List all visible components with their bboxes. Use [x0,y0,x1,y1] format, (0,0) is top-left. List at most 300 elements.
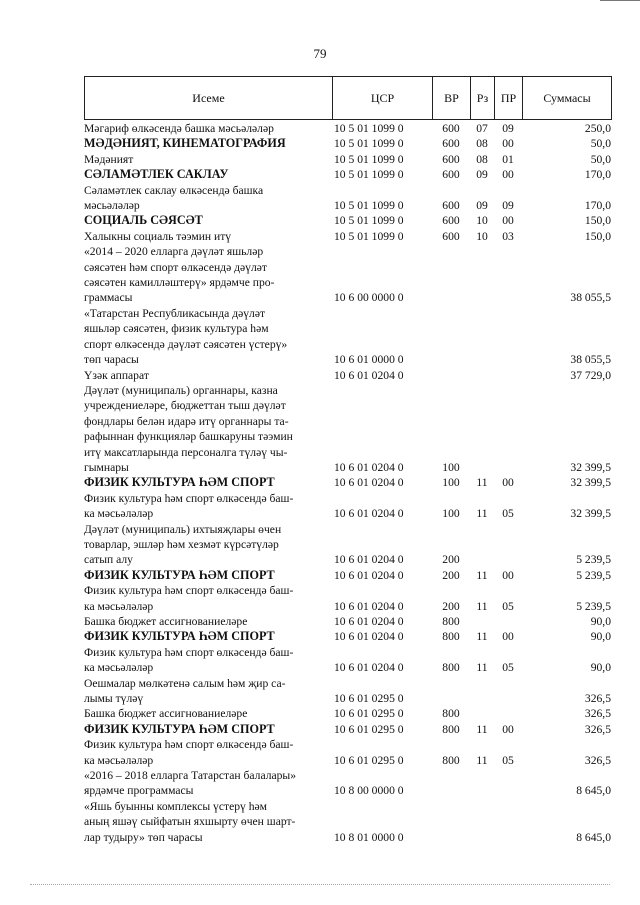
table-row [84,722,614,737]
row-sum-value: 326,5 [584,707,611,721]
row-pr-value: 01 [502,152,514,166]
row-rz [470,706,494,721]
row-csr [332,737,432,768]
row-rz [470,368,494,383]
row-vr-value: 600 [442,122,460,135]
row-sum-value: 326,5 [584,722,611,736]
row-name-line: Оешмалар мөлкәтенә салым һәм җир са- [84,676,286,690]
row-pr [494,614,522,629]
row-vr-value: 600 [442,229,460,243]
row-csr-value: 10 6 01 0204 0 [334,630,404,644]
row-rz [470,306,494,368]
row-name-line: Мәдәният [84,152,134,166]
header-rz: Рз [471,77,495,119]
row-rz [470,229,494,244]
row-csr [332,614,432,629]
row-rz [470,522,494,568]
row-sum-value: 150,0 [584,229,611,243]
row-name [84,522,332,568]
table-row [84,229,614,244]
table-row [84,491,614,522]
row-sum-value: 5 239,5 [576,568,611,582]
row-sum-value: 326,5 [584,753,611,767]
row-name-line: төп чарасы [84,353,139,367]
row-rz [470,383,494,475]
row-vr-value: 200 [442,553,460,567]
row-csr [332,568,432,583]
row-name [84,645,332,676]
row-csr-value: 10 6 01 0204 0 [334,615,404,628]
row-vr-value: 800 [442,630,460,644]
row-vr [432,737,470,768]
row-sum-value: 50,0 [590,152,611,166]
row-rz [470,676,494,707]
table-row [84,383,614,475]
table-row [84,475,614,490]
row-rz-value: 09 [476,168,488,182]
row-csr [332,722,432,737]
row-pr [494,213,522,228]
row-sum [522,737,614,768]
row-rz-value: 08 [476,137,488,151]
row-vr-value: 100 [442,460,460,474]
row-rz [470,614,494,629]
row-vr [432,229,470,244]
row-vr [432,244,470,306]
row-vr [432,583,470,614]
row-vr-value: 600 [442,199,460,213]
row-csr [332,229,432,244]
row-csr [332,183,432,214]
table-row [84,306,614,368]
header-pr: ПР [495,77,523,119]
row-rz [470,583,494,614]
row-csr-value: 10 6 01 0204 0 [334,553,404,567]
row-name [84,136,332,151]
row-vr-value: 100 [442,476,460,490]
row-csr [332,136,432,151]
row-rz [470,645,494,676]
row-rz-value: 11 [476,568,488,582]
row-vr [432,383,470,475]
row-name-line: Башка бюджет ассигнованиеләре [84,707,248,721]
row-pr [494,722,522,737]
row-vr-value: 600 [442,214,460,228]
row-rz [470,737,494,768]
row-pr-value: 09 [502,199,514,213]
row-csr-value: 10 6 01 0204 0 [334,476,404,490]
row-csr [332,475,432,490]
row-csr-value: 10 6 01 0000 0 [334,353,404,367]
row-vr [432,368,470,383]
row-csr-value: 10 6 01 0295 0 [334,692,404,706]
row-rz [470,152,494,167]
row-sum-value: 8 645,0 [576,830,611,844]
row-csr [332,522,432,568]
row-name-line: лар тудыру» төп чарасы [84,830,203,844]
row-name-line: рафыннан функцияләр башкаруны тәэмин [84,430,293,444]
row-sum [522,136,614,151]
row-sum [522,475,614,490]
row-csr [332,368,432,383]
row-name [84,244,332,306]
row-name-line: Физик культура һәм спорт өлкәсендә баш- [84,738,294,752]
row-pr-value: 05 [502,507,514,521]
row-vr [432,799,470,845]
row-vr [432,614,470,629]
row-pr-value: 00 [502,476,514,490]
row-csr-value: 10 8 00 0000 0 [334,784,404,798]
table-row [84,737,614,768]
row-pr [494,706,522,721]
row-sum [522,368,614,383]
row-csr [332,121,432,136]
row-sum-value: 170,0 [584,168,611,182]
row-sum-value: 32 399,5 [570,460,611,474]
row-pr [494,368,522,383]
row-vr [432,136,470,151]
table-row [84,676,614,707]
row-pr [494,645,522,676]
row-pr [494,383,522,475]
row-sum-value: 90,0 [590,661,611,675]
row-name-line: аның яшәү сыйфатын яхшырту өчен шарт- [84,815,296,829]
row-vr [432,722,470,737]
row-pr-value: 05 [502,599,514,613]
row-name-line: фондлары белән идарә итү органнары та- [84,414,289,428]
row-rz [470,799,494,845]
row-name [84,629,332,644]
row-name [84,213,332,228]
row-csr-value: 10 5 01 1099 0 [334,137,404,151]
row-name [84,475,332,490]
row-vr-value: 800 [442,707,460,721]
row-sum [522,183,614,214]
row-name-line: гымнары [84,460,129,474]
row-sum [522,229,614,244]
row-pr [494,167,522,182]
row-sum-value: 170,0 [584,199,611,213]
row-pr [494,183,522,214]
row-rz-value: 07 [476,122,488,135]
row-csr [332,583,432,614]
row-vr-value: 800 [442,615,460,628]
row-sum [522,522,614,568]
row-csr-value: 10 6 01 0204 0 [334,368,404,382]
row-csr-value: 10 6 01 0295 0 [334,722,404,736]
table-row [84,568,614,583]
row-rz-value: 11 [476,630,488,644]
row-name-line: Үзәк аппарат [84,368,149,382]
row-csr [332,629,432,644]
row-vr-value: 600 [442,137,460,151]
row-rz-value: 11 [476,507,488,521]
row-sum [522,768,614,799]
row-rz-value: 11 [476,722,488,736]
table-row [84,768,614,799]
row-vr [432,568,470,583]
row-pr [494,768,522,799]
row-csr [332,645,432,676]
row-csr [332,676,432,707]
header-sum: Суммасы [543,90,591,105]
row-pr [494,522,522,568]
row-sum [522,583,614,614]
row-pr-value: 09 [502,122,514,135]
row-rz [470,491,494,522]
table-row [84,614,614,629]
row-csr-value: 10 5 01 1099 0 [334,199,404,213]
row-name-line: «2016 – 2018 елларга Татарстан балалары» [84,769,297,783]
row-rz-value: 11 [476,753,488,767]
row-pr-value: 00 [502,630,514,644]
row-vr [432,183,470,214]
row-csr [332,167,432,182]
row-name [84,152,332,167]
row-name-line: СОЦИАЛЬ СӘЯСӘТ [84,213,203,228]
row-pr [494,244,522,306]
row-rz-value: 11 [476,599,488,613]
row-sum-value: 32 399,5 [570,507,611,521]
row-vr-value: 100 [442,507,460,521]
row-name-line: Халыкны социаль тәэмин итү [84,229,232,243]
row-pr [494,121,522,136]
row-csr-value: 10 6 00 0000 0 [334,291,404,305]
row-name-line: лымы түләү [84,692,144,706]
row-vr [432,213,470,228]
row-name [84,368,332,383]
row-sum-value: 38 055,5 [570,353,611,367]
row-name [84,383,332,475]
row-rz-value: 09 [476,199,488,213]
row-csr-value: 10 6 01 0204 0 [334,599,404,613]
row-sum-value: 32 399,5 [570,476,611,490]
row-name-line: «Татарстан Республикасында дәүләт [84,306,266,320]
row-name-line: ярдәмче программасы [84,784,194,798]
header-name: Исеме [85,77,333,119]
row-pr [494,136,522,151]
row-rz-value: 11 [476,661,488,675]
row-name-line: «Яшь буынны комплексы үстерү һәм [84,799,267,813]
row-pr [494,491,522,522]
row-rz [470,629,494,644]
row-name-line: СӘЛАМӘТЛЕК САКЛАУ [84,167,229,182]
row-name [84,229,332,244]
row-csr-value: 10 6 01 0204 0 [334,460,404,474]
row-name-line: граммасы [84,291,133,305]
row-rz [470,213,494,228]
row-rz [470,722,494,737]
row-pr-value: 05 [502,661,514,675]
row-name [84,568,332,583]
row-sum [522,306,614,368]
row-sum [522,491,614,522]
row-vr-value: 800 [442,661,460,675]
row-sum [522,614,614,629]
row-name-line: мәсьәләләр [84,199,140,213]
row-sum-value: 37 729,0 [570,368,611,382]
row-csr [332,491,432,522]
row-sum-value: 250,0 [584,122,611,135]
row-pr [494,737,522,768]
row-pr [494,583,522,614]
row-name-line: ка мәсьәләләр [84,661,154,675]
row-name-line: учреждениеләре, бюджеттан тыш дәүләт [84,399,286,413]
row-name-line: ка мәсьәләләр [84,507,154,521]
table-row [84,183,614,214]
row-sum [522,799,614,845]
row-name-line: Физик культура һәм спорт өлкәсендә баш- [84,645,294,659]
row-vr [432,522,470,568]
table-row [84,244,614,306]
row-rz-value: 08 [476,152,488,166]
row-name-line: спорт өлкәсендә дәүләт сәясәтен үстерү» [84,337,288,351]
row-name-line: Дәүләт (муниципаль) ихтыяҗлары өчен [84,522,282,536]
row-sum [522,152,614,167]
row-sum-value: 38 055,5 [570,291,611,305]
row-rz [470,244,494,306]
row-name-line: Башка бюджет ассигнованиеләре [84,615,248,628]
row-pr [494,475,522,490]
row-name [84,676,332,707]
row-name [84,583,332,614]
row-sum [522,706,614,721]
row-csr [332,383,432,475]
row-vr [432,706,470,721]
row-name [84,121,332,136]
row-pr-value: 05 [502,753,514,767]
row-name-line: ФИЗИК КУЛЬТУРА ҺӘМ СПОРТ [84,629,275,644]
table-row [84,522,614,568]
table-row [84,152,614,167]
row-pr [494,629,522,644]
row-sum [522,568,614,583]
table-body [84,121,614,845]
row-name [84,737,332,768]
row-vr-value: 200 [442,568,460,582]
row-pr-value: 00 [502,722,514,736]
row-csr-value: 10 6 01 0204 0 [334,568,404,582]
table-row [84,799,614,845]
table-row [84,167,614,182]
row-rz-value: 10 [476,229,488,243]
row-sum-value: 5 239,5 [576,599,611,613]
row-rz [470,136,494,151]
row-vr [432,306,470,368]
row-name [84,799,332,845]
table-row [84,136,614,151]
table-row [84,706,614,721]
row-rz-value: 11 [476,476,488,490]
row-name [84,167,332,182]
row-name-line: Сәламәтлек саклау өлкәсендә башка [84,183,264,197]
row-csr [332,244,432,306]
row-vr-value: 600 [442,168,460,182]
row-pr-value: 00 [502,568,514,582]
table-row [84,629,614,644]
row-vr [432,475,470,490]
row-name-line: яшьләр сәясәтен, физик культура һәм [84,322,269,336]
row-sum [522,722,614,737]
row-vr-value: 800 [442,722,460,736]
row-csr-value: 10 5 01 1099 0 [334,152,404,166]
row-csr-value: 10 6 01 0295 0 [334,753,404,767]
row-name [84,768,332,799]
row-name-line: ка мәсьәләләр [84,753,154,767]
row-pr-value: 03 [502,229,514,243]
row-sum-value: 326,5 [584,692,611,706]
table-header [84,76,612,120]
table-row [84,121,614,136]
page-number: 79 [313,46,327,61]
row-sum [522,167,614,182]
row-sum [522,676,614,707]
row-vr [432,676,470,707]
row-csr-value: 10 6 01 0295 0 [334,707,404,721]
row-name-line: ФИЗИК КУЛЬТУРА ҺӘМ СПОРТ [84,475,275,490]
row-sum-value: 90,0 [590,630,611,644]
row-rz [470,121,494,136]
row-sum [522,645,614,676]
header-vr: ВР [433,77,471,119]
row-name [84,491,332,522]
row-name [84,614,332,629]
table-row [84,645,614,676]
row-pr [494,152,522,167]
row-name-line: Дәүләт (муниципаль) органнары, казна [84,383,278,397]
header-csr: ЦСР [333,77,433,119]
row-sum [522,383,614,475]
row-pr [494,799,522,845]
row-vr [432,491,470,522]
row-csr [332,152,432,167]
row-sum [522,213,614,228]
row-sum [522,244,614,306]
row-name-line: ФИЗИК КУЛЬТУРА ҺӘМ СПОРТ [84,567,275,582]
row-name-line: МӘДӘНИЯТ, КИНЕМАТОГРАФИЯ [84,136,286,151]
row-name-line: сәясәтен камилләштерү» ярдәмче про- [84,276,275,290]
row-name-line: Физик культура һәм спорт өлкәсендә баш- [84,491,294,505]
row-name-line: Мәгариф өлкәсендә башка мәсьәләләр [84,122,274,135]
row-rz-value: 10 [476,214,488,228]
row-vr [432,152,470,167]
row-csr-value: 10 5 01 1099 0 [334,122,404,135]
row-name [84,722,332,737]
row-sum [522,121,614,136]
row-sum-value: 5 239,5 [576,553,611,567]
table-row [84,213,614,228]
row-rz [470,167,494,182]
row-pr-value: 00 [502,168,514,182]
row-pr [494,229,522,244]
row-csr [332,799,432,845]
row-pr [494,676,522,707]
row-name-line: Физик культура һәм спорт өлкәсендә баш- [84,584,294,598]
row-name-line: «2014 – 2020 елларга дәүләт яшьләр [84,245,264,259]
row-pr [494,568,522,583]
row-csr-value: 10 6 01 0204 0 [334,507,404,521]
row-name-line: сәясәтен һәм спорт өлкәсендә дәүләт [84,260,267,274]
scan-bottom-line [30,884,610,885]
row-vr [432,121,470,136]
row-rz [470,768,494,799]
row-csr [332,213,432,228]
row-vr-value: 800 [442,753,460,767]
row-pr-value: 00 [502,137,514,151]
row-sum-value: 8 645,0 [576,784,611,798]
row-name [84,306,332,368]
row-name [84,706,332,721]
